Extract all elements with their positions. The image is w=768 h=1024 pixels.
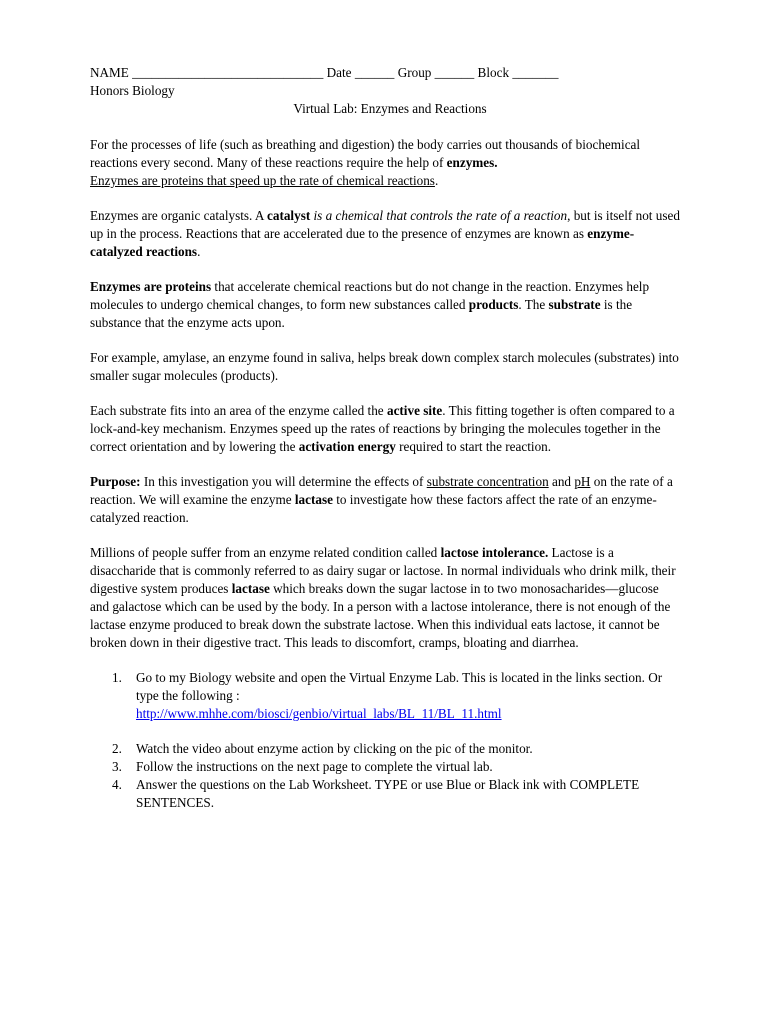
text: which breaks down the sugar lactose in to two monosacharides—glucose and galactose which can be used by the body. In a person with a lactose intolerance, there is not enough of the lactase enzyme produced to break down the substrate lactose. When this individual eats lactose, it cannot be broken down in their digestive tract. This leads to discomfort, cramps, bloating and diarrhea. xyxy=(90,581,671,650)
text: required to start the reaction. xyxy=(395,439,552,454)
list-item xyxy=(90,669,680,723)
purpose-label: Purpose: xyxy=(90,474,141,489)
text: Millions of people suffer from an enzyme related condition called xyxy=(90,545,441,560)
term-lactose-intolerance: lactose intolerance. xyxy=(440,545,549,560)
amylase-example-paragraph: For example, amylase, an enzyme found in saliva, helps break down complex starch molecules (substrates) into smaller sugar molecules (products). xyxy=(90,350,679,383)
active-site-paragraph xyxy=(90,402,680,456)
definition-enzymes: Enzymes are proteins that speed up the rate of chemical reactions xyxy=(90,173,435,188)
text: For the processes of life (such as breathing and digestion) the body carries out thousands of biochemical reactions every second. Many of these reactions require the help of xyxy=(90,137,641,170)
list-number: 2. xyxy=(112,741,122,756)
text: Lactose is a disaccharide that is commonly referred to as dairy sugar or lactose. In normal individuals who drink milk, their digestive system produces xyxy=(90,545,676,596)
list-item-text: Answer the questions on the Lab Worksheet. TYPE or use Blue or Black ink with COMPLETE SENTENCES. xyxy=(136,777,640,810)
list-item xyxy=(90,758,680,776)
term-enzyme-catalyzed-reactions: enzyme-catalyzed reactions xyxy=(90,226,635,259)
text: In this investigation you will determine the effects of xyxy=(140,474,427,489)
lactose-intolerance-paragraph xyxy=(90,544,680,652)
text: . xyxy=(434,173,439,188)
text: on the rate of a reaction. We will examine the enzyme xyxy=(90,474,673,507)
page-title: Virtual Lab: Enzymes and Reactions xyxy=(293,101,487,116)
term-substrate: substrate xyxy=(548,297,601,312)
list-item xyxy=(90,740,680,758)
course-name: Honors Biology xyxy=(90,83,175,98)
text: to investigate how these factors affect the rate of an enzyme-catalyzed reaction. xyxy=(90,492,657,525)
list-item-text: Go to my Biology website and open the Virtual Enzyme Lab. This is located in the links section. Or type the following : xyxy=(136,670,663,703)
text: is the substance that the enzyme acts upon. xyxy=(90,297,633,330)
term-enzymes-are-proteins: Enzymes are proteins xyxy=(90,279,212,294)
term-active-site: active site xyxy=(386,403,443,418)
variable-substrate-concentration: substrate concentration xyxy=(426,474,549,489)
text: and xyxy=(548,474,575,489)
text: . xyxy=(197,244,201,259)
text: Enzymes are organic catalysts. A xyxy=(90,208,267,223)
text: Each substrate fits into an area of the enzyme called the xyxy=(90,403,387,418)
list-number: 1. xyxy=(112,670,122,685)
catalyst-paragraph xyxy=(90,207,680,261)
list-spacer xyxy=(90,723,680,740)
text: , but is itself not used up in the process. Reactions that are accelerated due to the presence of enzymes are known as xyxy=(90,208,680,241)
name-date-group-block-line: NAME _____________________________ Date ______ Group ______ Block _______ xyxy=(90,65,559,80)
list-number: 3. xyxy=(112,759,122,774)
term-lactase: lactase xyxy=(231,581,270,596)
virtual-lab-link[interactable]: http://www.mhhe.com/biosci/genbio/virtual_labs/BL_11/BL_11.html xyxy=(136,706,502,721)
text: . This fitting together is often compared to a lock-and-key mechanism. Enzymes speed up the rates of reactions by bringing the molecules together in the correct orientation and by lowering the xyxy=(90,403,675,454)
list-number: 4. xyxy=(112,777,122,792)
intro-paragraph xyxy=(90,136,680,190)
purpose-paragraph xyxy=(90,473,680,527)
text: . The xyxy=(518,297,549,312)
document-body xyxy=(90,64,680,812)
term-activation-energy: activation energy xyxy=(298,439,396,454)
proteins-paragraph xyxy=(90,278,680,332)
term-catalyst: catalyst xyxy=(267,208,311,223)
text: that accelerate chemical reactions but do not change in the reaction. Enzymes help molecules to undergo chemical changes, to form new substances called xyxy=(90,279,650,312)
definition-catalyst: is a chemical that controls the rate of a reaction xyxy=(310,208,568,223)
list-item-text: Watch the video about enzyme action by clicking on the pic of the monitor. xyxy=(136,741,533,756)
list-item-text: Follow the instructions on the next page to complete the virtual lab. xyxy=(136,759,493,774)
term-enzymes: enzymes. xyxy=(446,155,498,170)
instructions-list xyxy=(90,669,680,812)
variable-ph: pH xyxy=(574,474,591,489)
term-products: products xyxy=(468,297,519,312)
term-lactase: lactase xyxy=(294,492,333,507)
list-item xyxy=(90,776,680,812)
